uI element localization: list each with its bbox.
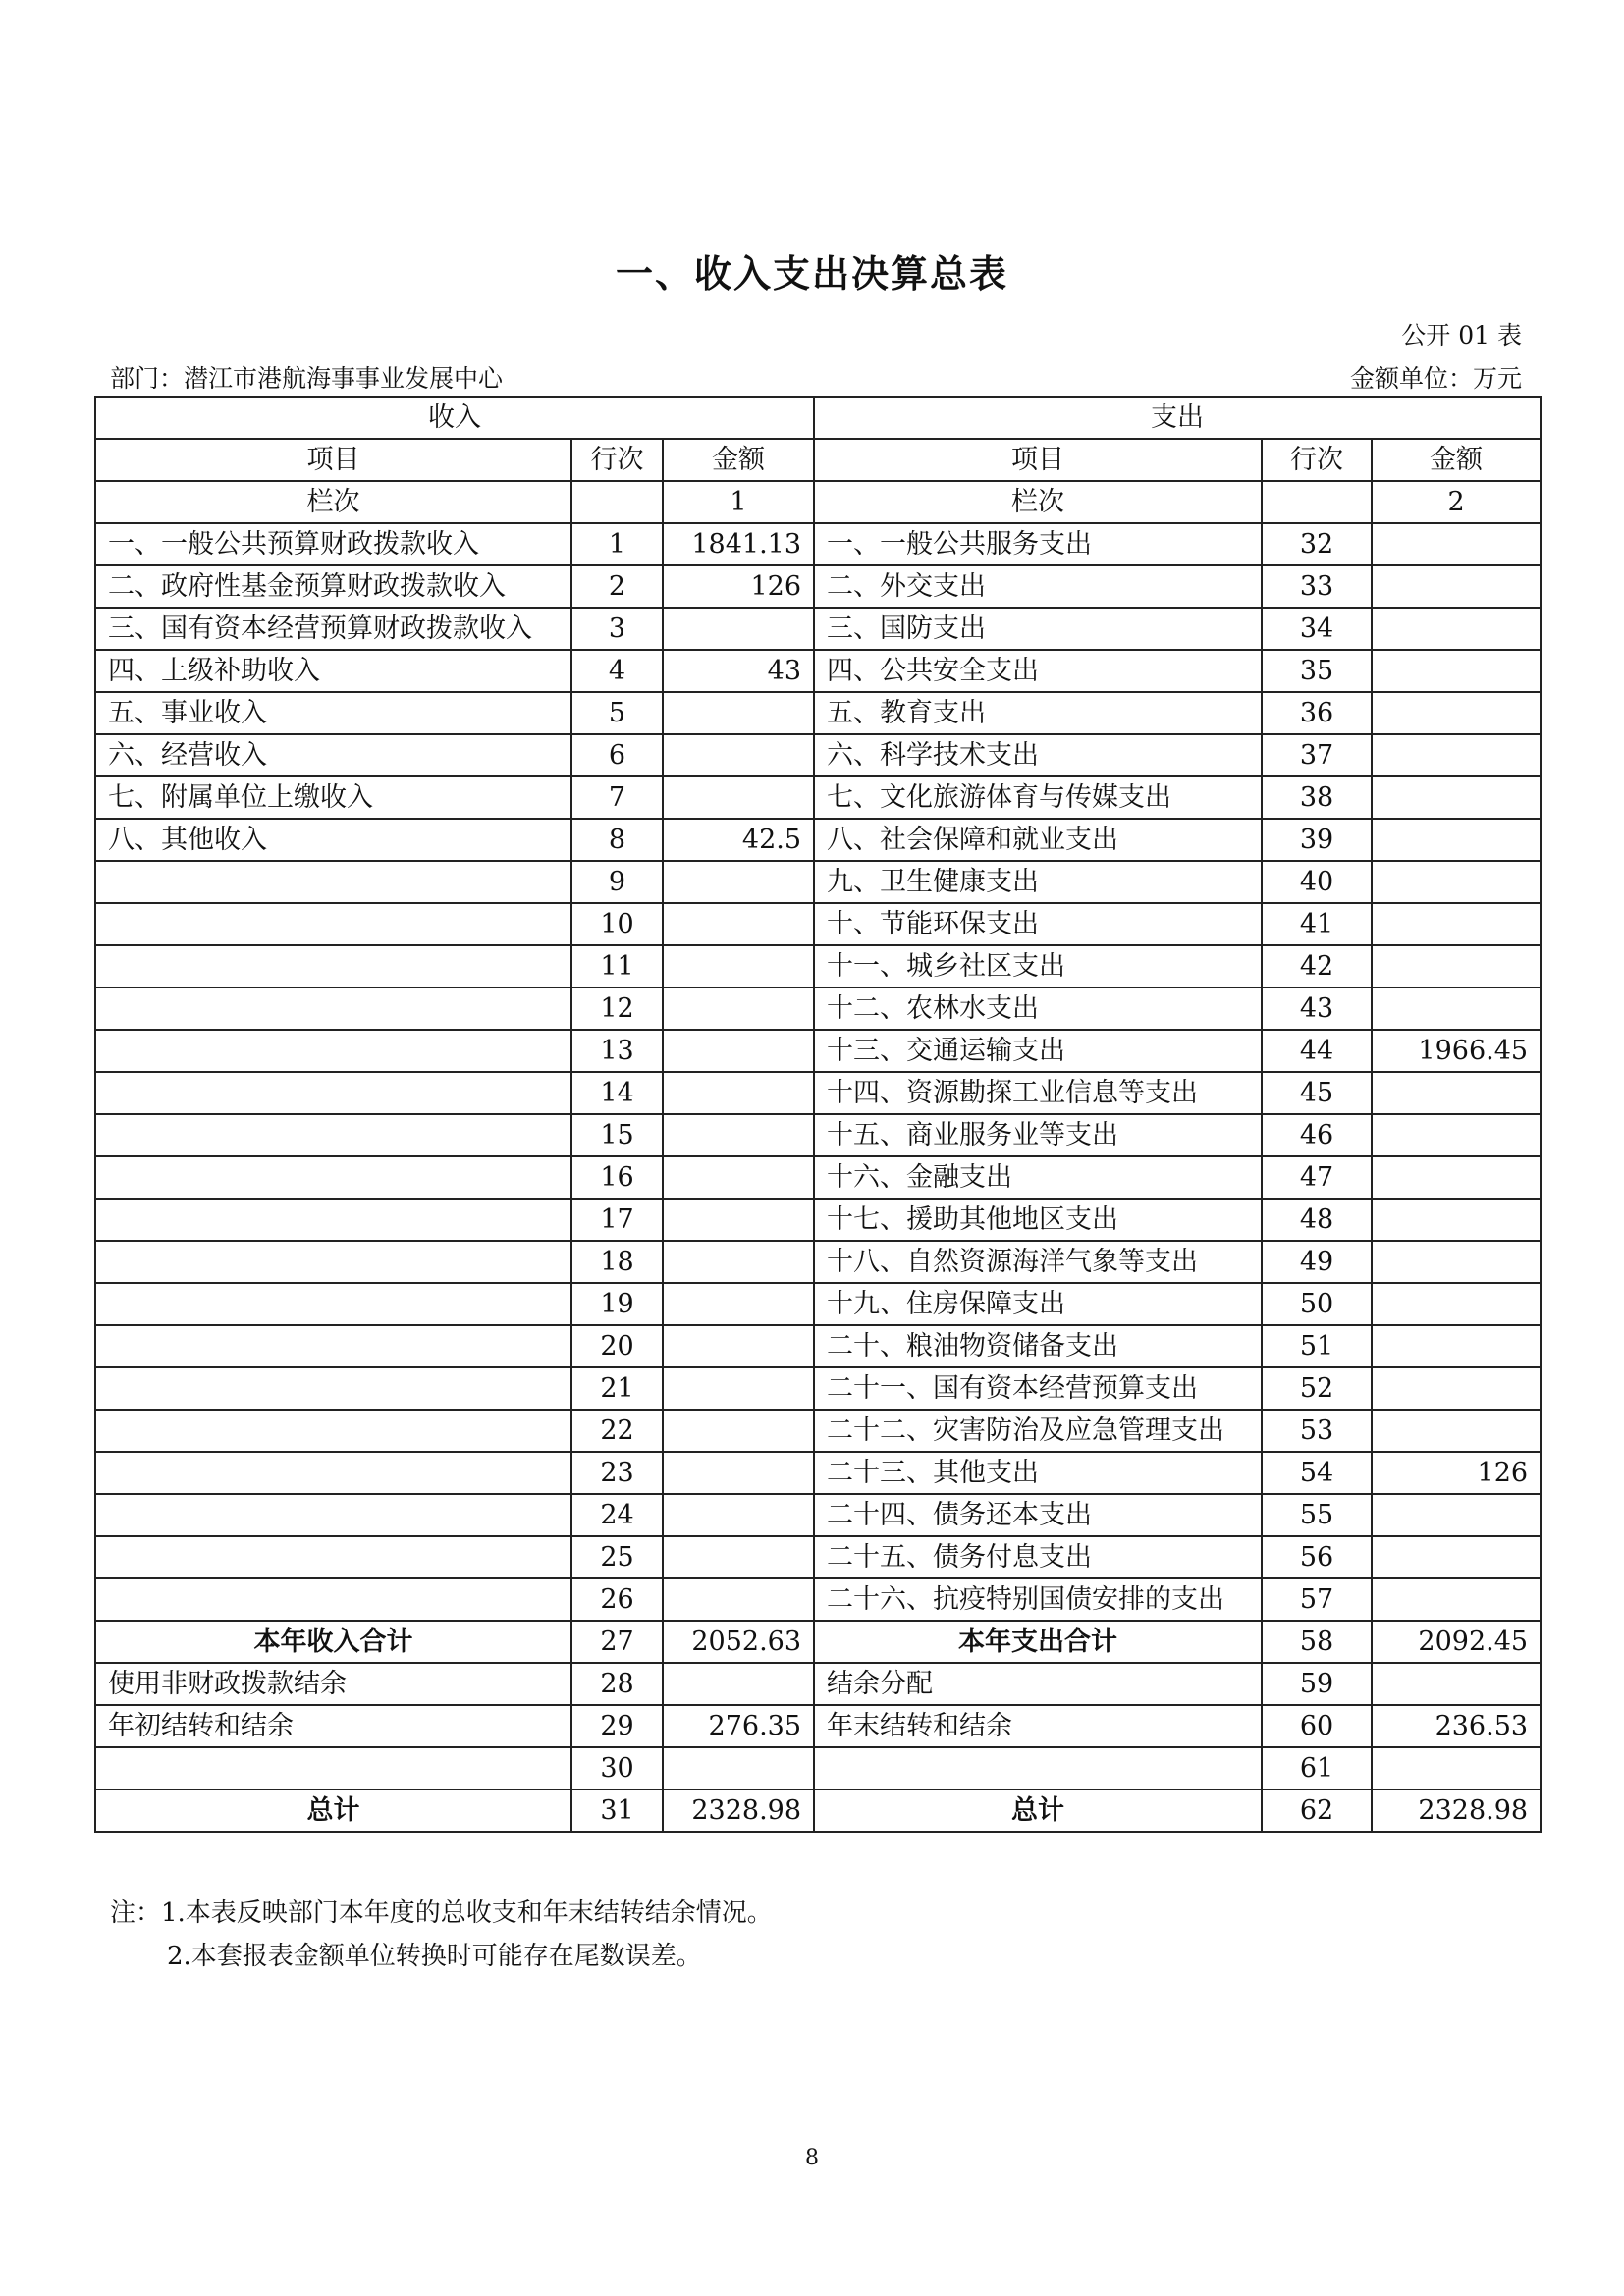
income-section-header: 收入	[95, 397, 814, 439]
expense-rowno: 32	[1262, 523, 1372, 565]
income-item: 六、经营收入	[95, 734, 571, 776]
expense-amount	[1372, 608, 1541, 650]
expense-item: 二十二、灾害防治及应急管理支出	[814, 1410, 1262, 1452]
expense-amount	[1372, 1663, 1541, 1705]
expense-rowno: 49	[1262, 1241, 1372, 1283]
income-rowno: 16	[571, 1156, 663, 1199]
income-amount	[663, 1283, 814, 1325]
expense-amount: 1966.45	[1372, 1030, 1541, 1072]
expense-rowno: 37	[1262, 734, 1372, 776]
page-title: 一、收入支出决算总表	[615, 252, 1008, 295]
expense-item: 二十四、债务还本支出	[814, 1494, 1262, 1536]
expense-amount	[1372, 1325, 1541, 1367]
header-row-sections	[95, 397, 1541, 439]
table-row	[95, 903, 1541, 945]
expense-amount	[1372, 1156, 1541, 1199]
income-amount	[663, 1072, 814, 1114]
expense-amount	[1372, 1578, 1541, 1621]
income-rowno: 18	[571, 1241, 663, 1283]
expense-item: 二十三、其他支出	[814, 1452, 1262, 1494]
income-rowno: 11	[571, 945, 663, 988]
expense-item: 十一、城乡社区支出	[814, 945, 1262, 988]
income-item	[95, 903, 571, 945]
expense-total-label: 本年支出合计	[814, 1621, 1262, 1663]
table-row	[95, 1452, 1541, 1494]
income-rowno: 17	[571, 1199, 663, 1241]
income-item: 七、附属单位上缴收入	[95, 776, 571, 819]
income-grand-total-label: 总计	[95, 1789, 571, 1832]
income-item	[95, 945, 571, 988]
income-rowno: 2	[571, 565, 663, 608]
table-row	[95, 1199, 1541, 1241]
expense-rowno: 36	[1262, 692, 1372, 734]
expense-rowno: 52	[1262, 1367, 1372, 1410]
expense-amount	[1372, 1072, 1541, 1114]
table-row	[95, 945, 1541, 988]
expense-rowno: 48	[1262, 1199, 1372, 1241]
expense-amount	[1372, 650, 1541, 692]
expense-rowno: 35	[1262, 650, 1372, 692]
table-row	[95, 1241, 1541, 1283]
expense-column-empty	[1262, 481, 1372, 523]
expense-amount-header: 金额	[1372, 439, 1541, 481]
expense-amount	[1372, 1536, 1541, 1578]
income-item: 三、国有资本经营预算财政拨款收入	[95, 608, 571, 650]
expense-rowno: 46	[1262, 1114, 1372, 1156]
income-rowno: 8	[571, 819, 663, 861]
expense-item: 九、卫生健康支出	[814, 861, 1262, 903]
income-amount	[663, 945, 814, 988]
income-rowno: 26	[571, 1578, 663, 1621]
income-rowno: 22	[571, 1410, 663, 1452]
income-amount	[663, 988, 814, 1030]
expense-item: 十三、交通运输支出	[814, 1030, 1262, 1072]
header-row-columns	[95, 439, 1541, 481]
expense-item: 二十、粮油物资储备支出	[814, 1325, 1262, 1367]
income-item: 四、上级补助收入	[95, 650, 571, 692]
expense-rowno: 34	[1262, 608, 1372, 650]
income-amount	[663, 692, 814, 734]
income-rowno: 9	[571, 861, 663, 903]
table-row	[95, 1156, 1541, 1199]
expense-section-header: 支出	[814, 397, 1541, 439]
expense-amount	[1372, 1367, 1541, 1410]
income-rowno: 7	[571, 776, 663, 819]
income-expense-table	[94, 396, 1542, 1833]
income-rowno: 14	[571, 1072, 663, 1114]
expense-amount	[1372, 988, 1541, 1030]
unit-label: 金额单位：万元	[1349, 364, 1522, 393]
expense-grand-total-amount: 2328.98	[1372, 1789, 1541, 1832]
expense-rowno: 47	[1262, 1156, 1372, 1199]
income-item	[95, 861, 571, 903]
income-item	[95, 1114, 571, 1156]
department-label: 部门：潜江市港航海事事业发展中心	[110, 364, 504, 393]
income-total-amount: 2052.63	[663, 1621, 814, 1663]
expense-rowno: 40	[1262, 861, 1372, 903]
expense-total-amount: 2092.45	[1372, 1621, 1541, 1663]
expense-rowno: 54	[1262, 1452, 1372, 1494]
expense-rowno: 33	[1262, 565, 1372, 608]
income-column-empty	[571, 481, 663, 523]
expense-amount	[1372, 523, 1541, 565]
expense-rowno: 53	[1262, 1410, 1372, 1452]
expense-amount	[1372, 903, 1541, 945]
income-item	[95, 1367, 571, 1410]
income-amount	[663, 861, 814, 903]
income-item	[95, 1578, 571, 1621]
annual-total-row	[95, 1621, 1541, 1663]
expense-rowno: 51	[1262, 1325, 1372, 1367]
table-row	[95, 1072, 1541, 1114]
income-rowno: 15	[571, 1114, 663, 1156]
expense-rowno: 50	[1262, 1283, 1372, 1325]
income-amount	[663, 1030, 814, 1072]
expense-item: 十二、农林水支出	[814, 988, 1262, 1030]
income-rowno: 6	[571, 734, 663, 776]
expense-amount	[1372, 776, 1541, 819]
expense-rowno: 60	[1262, 1705, 1372, 1747]
income-amount	[663, 734, 814, 776]
income-amount: 126	[663, 565, 814, 608]
income-rowno: 24	[571, 1494, 663, 1536]
table-row	[95, 1030, 1541, 1072]
income-item	[95, 1325, 571, 1367]
expense-item: 二十一、国有资本经营预算支出	[814, 1367, 1262, 1410]
income-amount	[663, 608, 814, 650]
income-amount	[663, 1578, 814, 1621]
page-number: 8	[805, 2146, 819, 2170]
income-amount	[663, 1410, 814, 1452]
income-item	[95, 1030, 571, 1072]
income-item: 五、事业收入	[95, 692, 571, 734]
table-row	[95, 692, 1541, 734]
income-rowno: 21	[571, 1367, 663, 1410]
expense-amount	[1372, 692, 1541, 734]
expense-amount	[1372, 1494, 1541, 1536]
expense-amount	[1372, 565, 1541, 608]
expense-rowno: 59	[1262, 1663, 1372, 1705]
income-rowno: 28	[571, 1663, 663, 1705]
expense-rowno-header: 行次	[1262, 439, 1372, 481]
income-item	[95, 1536, 571, 1578]
income-rowno: 1	[571, 523, 663, 565]
income-total-rowno: 27	[571, 1621, 663, 1663]
expense-item: 结余分配	[814, 1663, 1262, 1705]
income-rowno: 29	[571, 1705, 663, 1747]
expense-item: 年末结转和结余	[814, 1705, 1262, 1747]
expense-rowno: 39	[1262, 819, 1372, 861]
income-item	[95, 1199, 571, 1241]
expense-amount: 236.53	[1372, 1705, 1541, 1747]
income-amount	[663, 1494, 814, 1536]
income-item	[95, 1747, 571, 1789]
table-row	[95, 608, 1541, 650]
income-item: 年初结转和结余	[95, 1705, 571, 1747]
table-row	[95, 1410, 1541, 1452]
table-row	[95, 1325, 1541, 1367]
income-rowno: 23	[571, 1452, 663, 1494]
table-row	[95, 650, 1541, 692]
expense-rowno: 45	[1262, 1072, 1372, 1114]
expense-item-header: 项目	[814, 439, 1262, 481]
expense-rowno: 44	[1262, 1030, 1372, 1072]
income-amount: 276.35	[663, 1705, 814, 1747]
table-row	[95, 1747, 1541, 1789]
expense-rowno: 56	[1262, 1536, 1372, 1578]
table-row	[95, 1494, 1541, 1536]
table-row	[95, 523, 1541, 565]
income-amount: 1841.13	[663, 523, 814, 565]
expense-item: 十八、自然资源海洋气象等支出	[814, 1241, 1262, 1283]
grand-total-row	[95, 1789, 1541, 1832]
table-row	[95, 1578, 1541, 1621]
income-item: 八、其他收入	[95, 819, 571, 861]
income-amount	[663, 1325, 814, 1367]
income-item-header: 项目	[95, 439, 571, 481]
expense-item: 十、节能环保支出	[814, 903, 1262, 945]
table-code: 公开 01 表	[1401, 321, 1522, 349]
expense-amount	[1372, 1241, 1541, 1283]
expense-rowno: 38	[1262, 776, 1372, 819]
expense-rowno: 41	[1262, 903, 1372, 945]
income-column-number: 1	[663, 481, 814, 523]
income-item: 二、政府性基金预算财政拨款收入	[95, 565, 571, 608]
income-item: 使用非财政拨款结余	[95, 1663, 571, 1705]
income-item	[95, 1452, 571, 1494]
income-rowno: 4	[571, 650, 663, 692]
expense-rowno: 55	[1262, 1494, 1372, 1536]
expense-amount	[1372, 1114, 1541, 1156]
income-rowno: 19	[571, 1283, 663, 1325]
expense-rowno: 61	[1262, 1747, 1372, 1789]
income-rowno: 25	[571, 1536, 663, 1578]
table-row	[95, 1663, 1541, 1705]
expense-amount	[1372, 1747, 1541, 1789]
expense-item: 四、公共安全支出	[814, 650, 1262, 692]
table-row	[95, 1283, 1541, 1325]
income-rowno: 20	[571, 1325, 663, 1367]
expense-amount	[1372, 1199, 1541, 1241]
table-row	[95, 861, 1541, 903]
expense-item: 三、国防支出	[814, 608, 1262, 650]
expense-item: 一、一般公共服务支出	[814, 523, 1262, 565]
expense-item: 六、科学技术支出	[814, 734, 1262, 776]
income-item	[95, 1283, 571, 1325]
expense-column-number: 2	[1372, 481, 1541, 523]
table-row	[95, 1367, 1541, 1410]
expense-grand-total-label: 总计	[814, 1789, 1262, 1832]
income-rowno: 30	[571, 1747, 663, 1789]
expense-amount: 126	[1372, 1452, 1541, 1494]
income-rowno-header: 行次	[571, 439, 663, 481]
expense-item	[814, 1747, 1262, 1789]
expense-item: 十七、援助其他地区支出	[814, 1199, 1262, 1241]
expense-amount	[1372, 819, 1541, 861]
income-item: 一、一般公共预算财政拨款收入	[95, 523, 571, 565]
income-item	[95, 1241, 571, 1283]
table-row	[95, 819, 1541, 861]
expense-item: 二十六、抗疫特别国债安排的支出	[814, 1578, 1262, 1621]
expense-column-label: 栏次	[814, 481, 1262, 523]
table-row	[95, 1114, 1541, 1156]
income-grand-total-amount: 2328.98	[663, 1789, 814, 1832]
income-item	[95, 1072, 571, 1114]
expense-rowno: 42	[1262, 945, 1372, 988]
income-amount	[663, 1747, 814, 1789]
expense-grand-total-rowno: 62	[1262, 1789, 1372, 1832]
expense-rowno: 57	[1262, 1578, 1372, 1621]
income-amount	[663, 1663, 814, 1705]
expense-amount	[1372, 861, 1541, 903]
table-row	[95, 565, 1541, 608]
expense-amount	[1372, 734, 1541, 776]
expense-amount	[1372, 1283, 1541, 1325]
income-amount	[663, 1452, 814, 1494]
expense-item: 八、社会保障和就业支出	[814, 819, 1262, 861]
income-rowno: 5	[571, 692, 663, 734]
table-row	[95, 1705, 1541, 1747]
expense-item: 二、外交支出	[814, 565, 1262, 608]
expense-item: 十五、商业服务业等支出	[814, 1114, 1262, 1156]
note-line-1: 注：1.本表反映部门本年度的总收支和年末结转结余情况。	[110, 1898, 773, 1928]
income-item	[95, 1156, 571, 1199]
expense-item: 十六、金融支出	[814, 1156, 1262, 1199]
income-amount: 43	[663, 650, 814, 692]
income-item	[95, 1410, 571, 1452]
income-amount	[663, 1199, 814, 1241]
income-rowno: 3	[571, 608, 663, 650]
note-line-2: 2.本套报表金额单位转换时可能存在尾数误差。	[167, 1942, 702, 1971]
expense-amount	[1372, 945, 1541, 988]
expense-item: 十四、资源勘探工业信息等支出	[814, 1072, 1262, 1114]
income-amount	[663, 903, 814, 945]
header-row-column-numbers	[95, 481, 1541, 523]
income-item	[95, 988, 571, 1030]
income-rowno: 12	[571, 988, 663, 1030]
table-row	[95, 734, 1541, 776]
table-row	[95, 1536, 1541, 1578]
table-row	[95, 776, 1541, 819]
income-rowno: 10	[571, 903, 663, 945]
table-row	[95, 988, 1541, 1030]
income-rowno: 13	[571, 1030, 663, 1072]
expense-item: 五、教育支出	[814, 692, 1262, 734]
income-amount	[663, 1367, 814, 1410]
income-grand-total-rowno: 31	[571, 1789, 663, 1832]
income-amount	[663, 1156, 814, 1199]
expense-rowno: 43	[1262, 988, 1372, 1030]
expense-item: 七、文化旅游体育与传媒支出	[814, 776, 1262, 819]
income-amount: 42.5	[663, 819, 814, 861]
income-total-label: 本年收入合计	[95, 1621, 571, 1663]
expense-total-rowno: 58	[1262, 1621, 1372, 1663]
expense-item: 二十五、债务付息支出	[814, 1536, 1262, 1578]
income-amount	[663, 1536, 814, 1578]
expense-amount	[1372, 1410, 1541, 1452]
income-amount	[663, 776, 814, 819]
income-amount-header: 金额	[663, 439, 814, 481]
income-item	[95, 1494, 571, 1536]
income-amount	[663, 1241, 814, 1283]
income-amount	[663, 1114, 814, 1156]
income-column-label: 栏次	[95, 481, 571, 523]
expense-item: 十九、住房保障支出	[814, 1283, 1262, 1325]
